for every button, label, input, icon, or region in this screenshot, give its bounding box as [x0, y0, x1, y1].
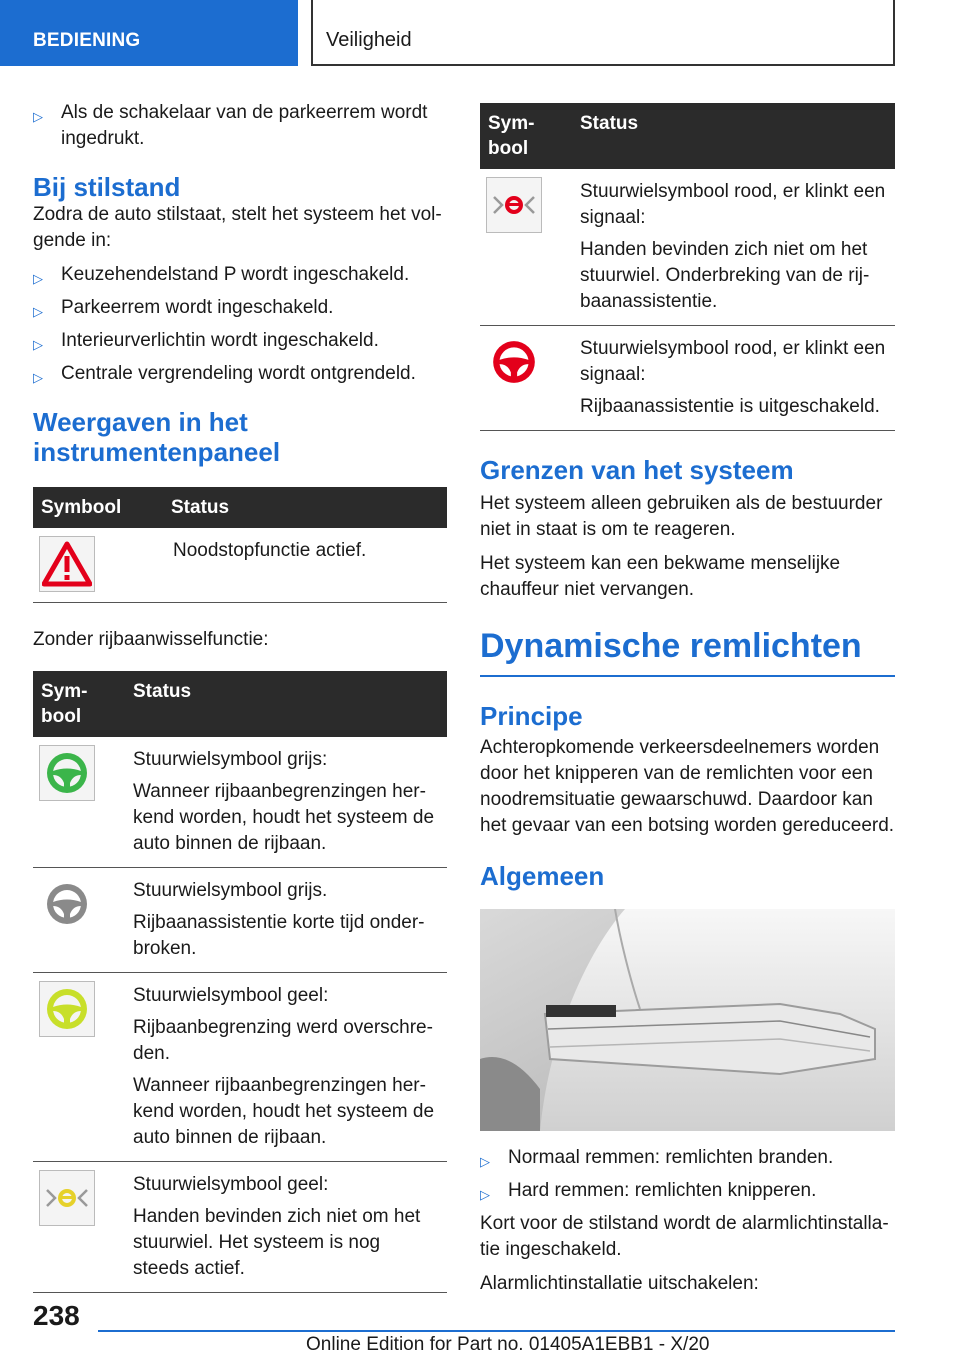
steering-wheel-hands-red-icon: [486, 177, 542, 233]
status-line: Wanneer rijbaanbegrenzingen herkend worden, houdt het systeem de auto binnen de rijbaan.: [133, 781, 435, 854]
warning-triangle-icon: [39, 536, 95, 592]
triangle-bullet-icon: ▷: [33, 271, 43, 286]
table-header-symbol: Symbool: [33, 671, 125, 737]
triangle-bullet-icon: ▷: [33, 370, 43, 385]
section-title: BEDIENING: [33, 30, 141, 51]
table-row: [33, 737, 447, 868]
taillight-photo: [480, 909, 895, 1131]
symbol-table-lane: [33, 671, 447, 1293]
paragraph: Het systeem alleen gebruiken als de bestuurder niet in staat is om te reageren.: [480, 493, 883, 540]
footer-divider: [98, 1330, 895, 1332]
status-line: Stuurwielsymbool geel:: [133, 985, 329, 1006]
triangle-bullet-icon: ▷: [33, 304, 43, 319]
steering-wheel-green-icon: [39, 745, 95, 801]
triangle-bullet-icon: ▷: [480, 1154, 490, 1169]
list-item: ▷ Interieurverlichtin wordt ingeschakeld.: [33, 328, 447, 354]
steering-wheel-red-icon: [486, 334, 542, 390]
table-header-status: Status: [163, 487, 447, 528]
section-heading: Weergaven in het instrumentenpaneel: [33, 407, 281, 467]
table-row: [33, 973, 447, 1162]
table-cell-status: Noodstopfunctie actief.: [163, 528, 447, 603]
list-item: ▷ Centrale vergrendeling wordt ontgrendeld.: [33, 361, 447, 387]
table-header-status: Status: [572, 103, 895, 169]
table-row: [480, 326, 895, 431]
list-item: ▷ Als de schakelaar van de parkeerrem wordt ingedrukt.: [33, 102, 428, 149]
list-item: ▷ Keuzehendelstand P wordt ingeschakeld.: [33, 262, 447, 288]
steering-wheel-yellow-icon: [39, 981, 95, 1037]
table-header-status: Status: [125, 671, 447, 737]
status-line: Rijbaanassistentie is uitgeschakeld.: [580, 396, 880, 417]
paragraph: Zonder rijbaanwisselfunctie:: [33, 629, 269, 650]
chapter-title: Veiligheid: [326, 29, 412, 51]
paragraph: Achteropkomende verkeersdeelnemers worden door het knipperen van de remlichten voor een noodremsituatie gewaarschuwd. Daardoor kan het gevaar van een botsing worden gereduceerd.: [480, 737, 895, 836]
symbol-table-red: [480, 103, 895, 431]
status-line: Rijbaanassistentie korte tijd onderbroken.: [133, 912, 425, 959]
status-line: Stuurwielsymbool geel:: [133, 1174, 329, 1195]
section-heading: Algemeen: [480, 861, 605, 891]
section-tab: [0, 0, 298, 66]
status-line: Handen bevinden zich niet om het stuurwiel. Het systeem is nog steeds actief.: [133, 1206, 421, 1279]
paragraph: Alarmlichtinstallatie uitschakelen:: [480, 1273, 759, 1294]
edition-text: Online Edition for Part no. 01405A1EBB1 - X/20: [306, 1334, 710, 1355]
table-row: [480, 169, 895, 326]
section-heading: Principe: [480, 701, 583, 731]
status-line: Wanneer rijbaanbegrenzingen herkend worden, houdt het systeem de auto binnen de rijbaan.: [133, 1075, 435, 1148]
steering-wheel-grey-icon: [39, 876, 95, 932]
list-item: ▷ Parkeerrem wordt ingeschakeld.: [33, 295, 447, 321]
page-number: 238: [33, 1300, 80, 1331]
list-item: ▷ Hard remmen: remlichten knipperen.: [480, 1178, 895, 1204]
paragraph: Zodra de auto stilstaat, stelt het systeem het volgende in:: [33, 204, 442, 251]
section-heading: Grenzen van het systeem: [480, 455, 794, 485]
triangle-bullet-icon: ▷: [33, 109, 43, 124]
steering-wheel-hands-yellow-icon: [39, 1170, 95, 1226]
triangle-bullet-icon: ▷: [480, 1187, 490, 1202]
status-line: Rijbaanbegrenzing werd overschreden.: [133, 1017, 433, 1064]
chapter-tab: [311, 0, 895, 66]
chapter-heading: Dynamische remlichten: [480, 625, 895, 677]
symbol-table-emergency: [33, 487, 447, 603]
right-column: [480, 103, 895, 1305]
status-line: Stuurwielsymbool grijs.: [133, 880, 328, 901]
paragraph: Kort voor de stilstand wordt de alarmlichtinstallatie ingeschakeld.: [480, 1213, 889, 1260]
paragraph: Het systeem kan een bekwame menselijke chauffeur niet vervangen.: [480, 553, 841, 600]
table-header-symbol: Symbool: [480, 103, 572, 169]
status-line: Stuurwielsymbool grijs:: [133, 749, 328, 770]
section-heading: Bij stilstand: [33, 172, 181, 202]
triangle-bullet-icon: ▷: [33, 337, 43, 352]
status-line: Stuurwielsymbool rood, er klinkt een signaal:: [580, 181, 886, 228]
table-header-symbol: Symbool: [33, 487, 163, 528]
left-column: [33, 100, 447, 1293]
table-row: [33, 1162, 447, 1293]
status-line: Handen bevinden zich niet om het stuurwiel. Onderbreking van de rijbaanassistentie.: [580, 239, 870, 312]
table-row: [33, 868, 447, 973]
table-row: [33, 528, 447, 603]
status-line: Stuurwielsymbool rood, er klinkt een signaal:: [580, 338, 886, 385]
list-item: ▷ Normaal remmen: remlichten branden.: [480, 1145, 895, 1171]
